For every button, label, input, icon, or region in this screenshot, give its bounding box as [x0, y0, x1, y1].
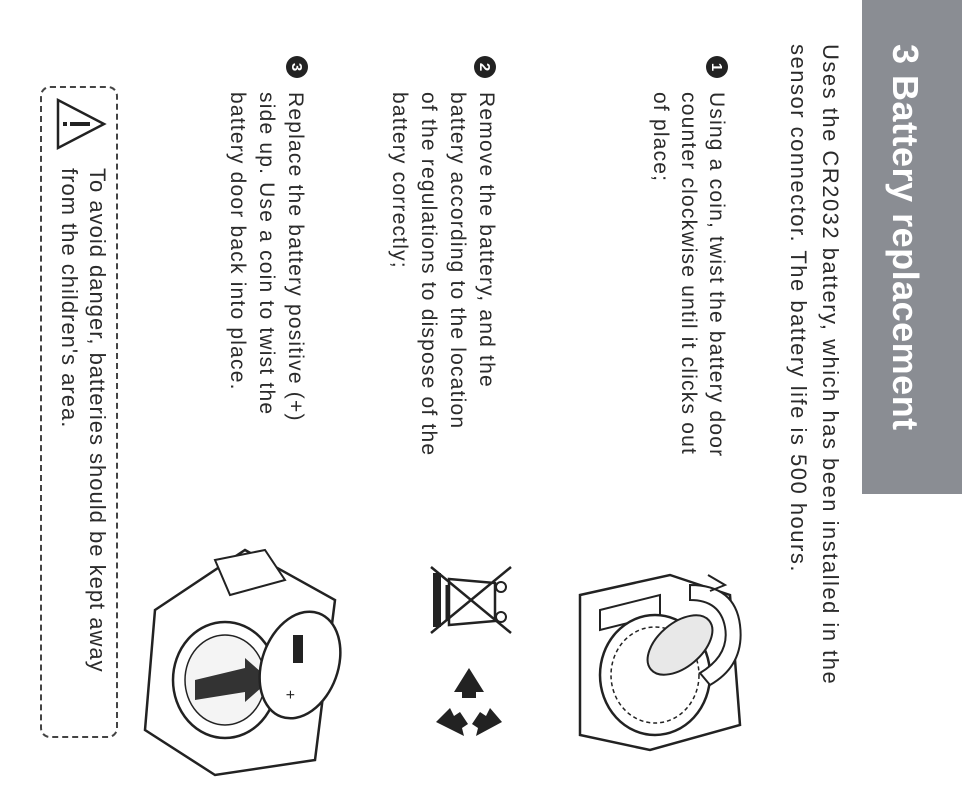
warning-line-1: To avoid danger, batteries should be kept away	[85, 168, 110, 673]
step-2-line-2: battery according to the location	[446, 92, 469, 430]
step-1-line-2: counter clockwise until it clicks out	[677, 92, 700, 456]
step-2-line-1: Remove the battery, and the	[475, 92, 498, 388]
step-1-line-1: Using a coin, twist the battery door	[705, 92, 728, 458]
crossed-out-wheelie-bin-icon	[425, 565, 515, 635]
intro-line-2: sensor connector. The battery life is 500 hours.	[786, 44, 811, 573]
step-2-line-3: of the regulations to dispose of the	[417, 92, 440, 457]
recycle-icon	[428, 662, 510, 744]
step-3-badge: 3	[286, 56, 308, 78]
warning-line-2: from the children's area.	[57, 168, 82, 429]
warning-triangle-icon	[52, 94, 108, 154]
page-title: 3 Battery replacement	[885, 44, 926, 431]
intro-line-1: Uses the CR2032 battery, which has been installed in the	[818, 44, 843, 686]
step-3-line-2: side up. Use a coin to twist the	[255, 92, 278, 416]
step-3-line-1: Replace the battery positive (+)	[284, 92, 307, 422]
step-1-illustration	[560, 555, 760, 755]
step-2-badge: 2	[474, 56, 496, 78]
step-2-line-4: battery correctly;	[388, 92, 411, 269]
step-1-line-3: of place;	[649, 92, 672, 183]
step-3-line-3: battery door back into place.	[226, 92, 249, 391]
step-1-badge: 1	[706, 56, 728, 78]
step-3-illustration	[135, 540, 355, 780]
battery-plus-label: +	[281, 690, 298, 700]
